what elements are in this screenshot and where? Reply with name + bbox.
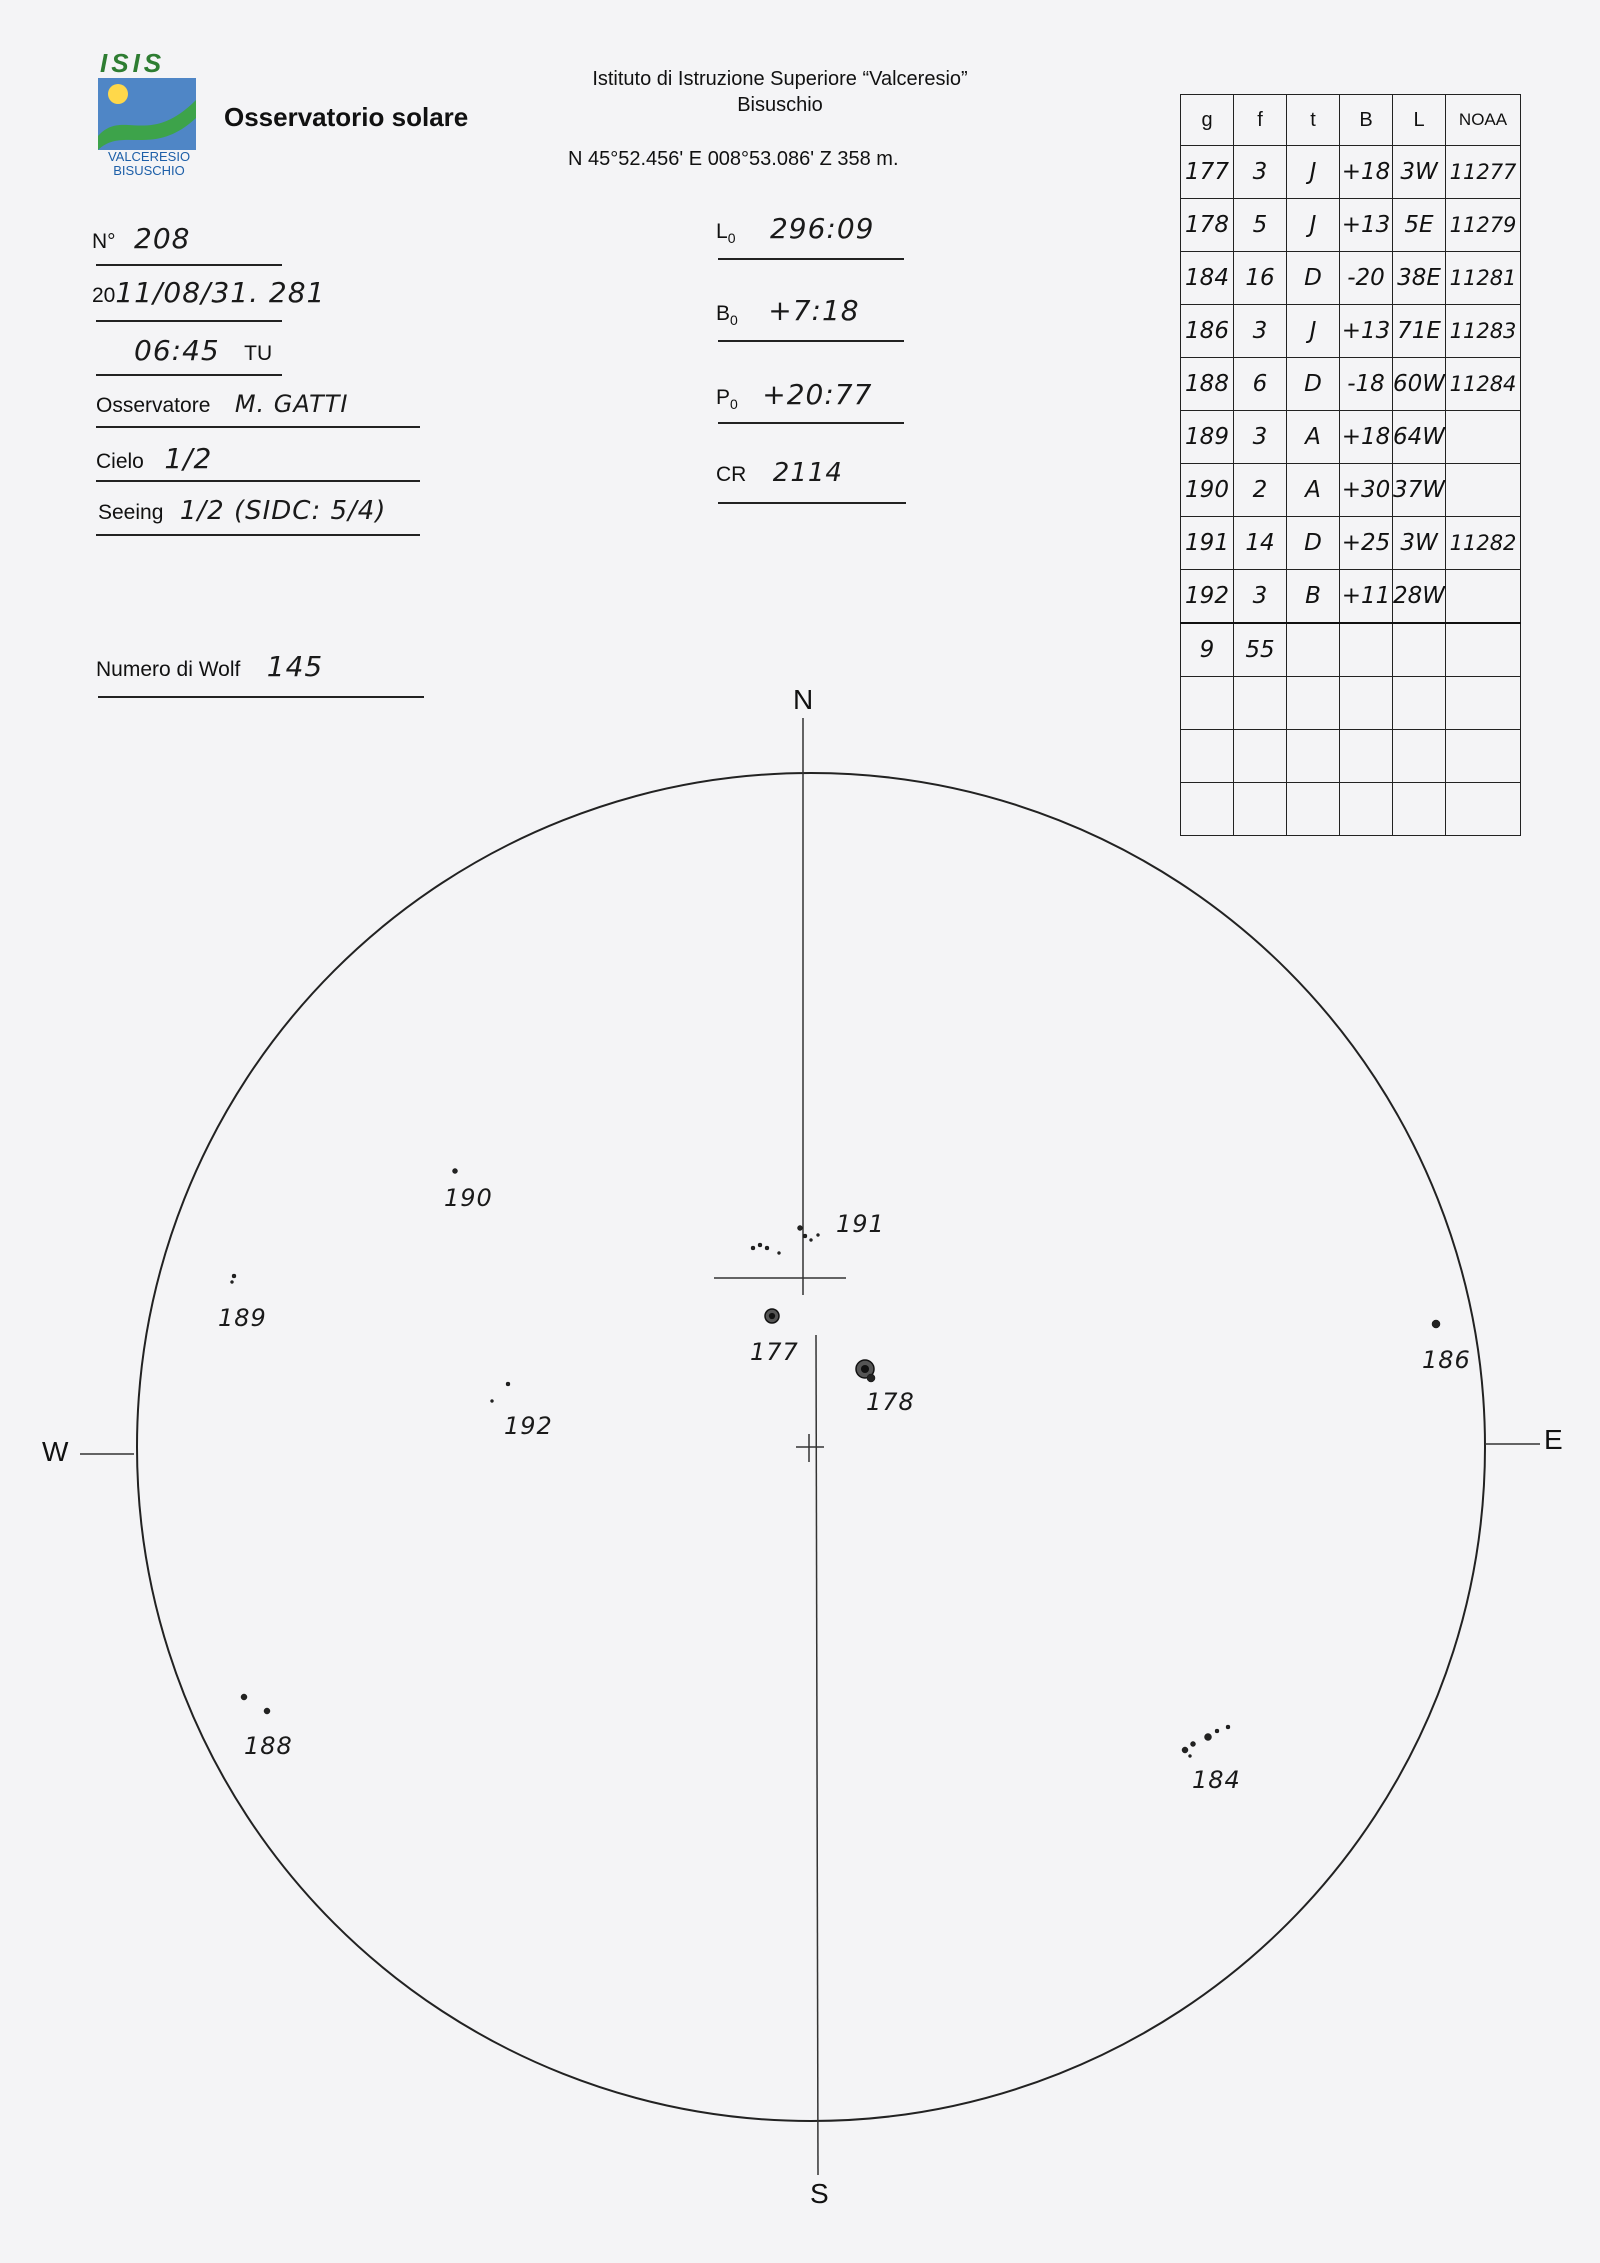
time-unit: TU bbox=[244, 342, 273, 365]
sunspot-192 bbox=[506, 1382, 510, 1386]
cell-g: 189 bbox=[1181, 411, 1234, 464]
sunspots-layer bbox=[231, 1169, 1441, 1758]
cell-t: A bbox=[1287, 464, 1340, 517]
cell-t: D bbox=[1287, 358, 1340, 411]
sky-label: Cielo bbox=[96, 450, 144, 473]
cell-f: 3 bbox=[1234, 411, 1287, 464]
observatory-coordinates: N 45°52.456' E 008°53.086' Z 358 m. bbox=[568, 148, 899, 170]
group-label-186: 186 bbox=[1422, 1346, 1471, 1374]
cell-t: J bbox=[1287, 305, 1340, 358]
cell-noaa: 11282 bbox=[1446, 517, 1521, 570]
cell-g: 177 bbox=[1181, 146, 1234, 199]
time-value: 06:45 bbox=[134, 334, 220, 367]
cell-noaa: 11283 bbox=[1446, 305, 1521, 358]
number-value: 208 bbox=[134, 222, 191, 255]
cell-noaa: 11279 bbox=[1446, 199, 1521, 252]
cell-f: 3 bbox=[1234, 305, 1287, 358]
cell-l: 71E bbox=[1393, 305, 1446, 358]
cell-f: 2 bbox=[1234, 464, 1287, 517]
header-b: B bbox=[1340, 95, 1393, 146]
group-label-188: 188 bbox=[244, 1732, 293, 1760]
cell-l: 37W bbox=[1393, 464, 1446, 517]
sunspot-188 bbox=[264, 1708, 270, 1714]
cell-noaa: 11281 bbox=[1446, 252, 1521, 305]
cell-l: 3W bbox=[1393, 146, 1446, 199]
cell-g: 186 bbox=[1181, 305, 1234, 358]
header-g: g bbox=[1181, 95, 1234, 146]
cell-b: +18 bbox=[1340, 146, 1393, 199]
wolf-value: 145 bbox=[266, 650, 324, 683]
sky-value: 1/2 bbox=[164, 442, 213, 475]
group-label-184: 184 bbox=[1192, 1766, 1241, 1794]
cell-b: +13 bbox=[1340, 305, 1393, 358]
cell-l: 64W bbox=[1393, 411, 1446, 464]
sunspot-191 bbox=[751, 1246, 755, 1250]
cell-t: B bbox=[1287, 570, 1340, 624]
group-label-189: 189 bbox=[218, 1304, 267, 1332]
sunspot-184 bbox=[1226, 1725, 1230, 1729]
cell-noaa: 11277 bbox=[1446, 146, 1521, 199]
cell-g: 184 bbox=[1181, 252, 1234, 305]
cell-t: J bbox=[1287, 199, 1340, 252]
header-t: t bbox=[1287, 95, 1340, 146]
seeing-value: 1/2 (SIDC: 5/4) bbox=[179, 496, 387, 526]
cell-f: 14 bbox=[1234, 517, 1287, 570]
cell-l: 38E bbox=[1393, 252, 1446, 305]
group-label-177: 177 bbox=[750, 1338, 799, 1366]
cell-l: 28W bbox=[1393, 570, 1446, 624]
seeing-label: Seeing bbox=[98, 501, 164, 524]
b0-label: $B_0$ bbox=[716, 302, 738, 329]
cell-f: 5 bbox=[1234, 199, 1287, 252]
cell-b: +13 bbox=[1340, 199, 1393, 252]
cell-b: +18 bbox=[1340, 411, 1393, 464]
group-label-178: 178 bbox=[866, 1388, 915, 1416]
logo-wordmark: ISIS bbox=[100, 48, 166, 78]
sunspot-191 bbox=[758, 1243, 762, 1247]
cell-noaa: 11284 bbox=[1446, 358, 1521, 411]
sunspot-189 bbox=[231, 1281, 234, 1284]
l0-value: 296:09 bbox=[769, 212, 875, 245]
north-label: N bbox=[793, 684, 814, 715]
sunspot-umbra-177 bbox=[769, 1313, 775, 1319]
sunspot-190 bbox=[453, 1169, 458, 1174]
l0-label: $L_0$ bbox=[716, 220, 736, 247]
sunspot-191 bbox=[765, 1246, 769, 1250]
cell-b: -18 bbox=[1340, 358, 1393, 411]
east-label: E bbox=[1544, 1424, 1563, 1455]
cell-f: 6 bbox=[1234, 358, 1287, 411]
sunspot-189 bbox=[232, 1274, 236, 1278]
header-noaa: NOAA bbox=[1446, 95, 1521, 146]
total-f: 55 bbox=[1234, 623, 1287, 677]
cell-g: 191 bbox=[1181, 517, 1234, 570]
sunspot-191 bbox=[810, 1239, 813, 1242]
cell-g: 178 bbox=[1181, 199, 1234, 252]
logo-subtitle: VALCERESIO BISUSCHIO bbox=[107, 149, 191, 178]
total-g: 9 bbox=[1181, 623, 1234, 677]
south-axis-line bbox=[816, 1335, 818, 2175]
group-label-191: 191 bbox=[836, 1210, 885, 1238]
cell-l: 5E bbox=[1393, 199, 1446, 252]
sunspot-188 bbox=[241, 1694, 247, 1700]
date-value: 11/08/31. 281 bbox=[115, 276, 326, 309]
cell-g: 190 bbox=[1181, 464, 1234, 517]
sunspot-191 bbox=[817, 1234, 820, 1237]
cell-b: +30 bbox=[1340, 464, 1393, 517]
observer-value: M. GATTI bbox=[234, 390, 349, 418]
south-label: S bbox=[810, 2178, 829, 2209]
sunspot-184 bbox=[1205, 1734, 1212, 1741]
cell-g: 192 bbox=[1181, 570, 1234, 624]
institute-line-1: Istituto di Istruzione Superiore “Valceresio” bbox=[592, 68, 968, 90]
p0-value: +20:77 bbox=[762, 378, 873, 411]
sunspot-184 bbox=[1191, 1742, 1196, 1747]
sunspot-184 bbox=[1182, 1747, 1188, 1753]
cr-value: 2114 bbox=[772, 458, 843, 488]
number-label: N° bbox=[92, 230, 116, 253]
sunspot-191 bbox=[778, 1252, 781, 1255]
date-prefix: 20 bbox=[92, 284, 116, 307]
cell-f: 16 bbox=[1234, 252, 1287, 305]
cell-b: -20 bbox=[1340, 252, 1393, 305]
header-f: f bbox=[1234, 95, 1287, 146]
cell-t: D bbox=[1287, 252, 1340, 305]
institute-line-2: Bisuschio bbox=[737, 94, 823, 116]
b0-value: +7:18 bbox=[768, 294, 860, 327]
group-label-192: 192 bbox=[504, 1412, 553, 1440]
cell-b: +25 bbox=[1340, 517, 1393, 570]
cell-g: 188 bbox=[1181, 358, 1234, 411]
sunspot-192 bbox=[491, 1400, 494, 1403]
sunspot-umbra-178 bbox=[861, 1365, 869, 1373]
cell-f: 3 bbox=[1234, 146, 1287, 199]
cell-t: D bbox=[1287, 517, 1340, 570]
cell-t: J bbox=[1287, 146, 1340, 199]
cell-f: 3 bbox=[1234, 570, 1287, 624]
cell-l: 3W bbox=[1393, 517, 1446, 570]
wolf-label: Numero di Wolf bbox=[96, 658, 241, 681]
sunspot-191 bbox=[803, 1234, 807, 1238]
cell-l: 60W bbox=[1393, 358, 1446, 411]
cell-t: A bbox=[1287, 411, 1340, 464]
sunspot-186 bbox=[1432, 1320, 1440, 1328]
group-label-190: 190 bbox=[444, 1184, 493, 1212]
cr-label: CR bbox=[716, 463, 747, 486]
sunspot-191 bbox=[798, 1226, 803, 1231]
west-label: W bbox=[42, 1436, 69, 1467]
sunspot-184 bbox=[1215, 1729, 1219, 1733]
sunspot-178 bbox=[867, 1374, 875, 1382]
header-l: L bbox=[1393, 95, 1446, 146]
observer-label: Osservatore bbox=[96, 394, 211, 417]
page-title: Osservatorio solare bbox=[224, 102, 469, 132]
sunspot-184 bbox=[1189, 1755, 1192, 1758]
p0-label: $P_0$ bbox=[716, 386, 738, 413]
cell-b: +11 bbox=[1340, 570, 1393, 624]
